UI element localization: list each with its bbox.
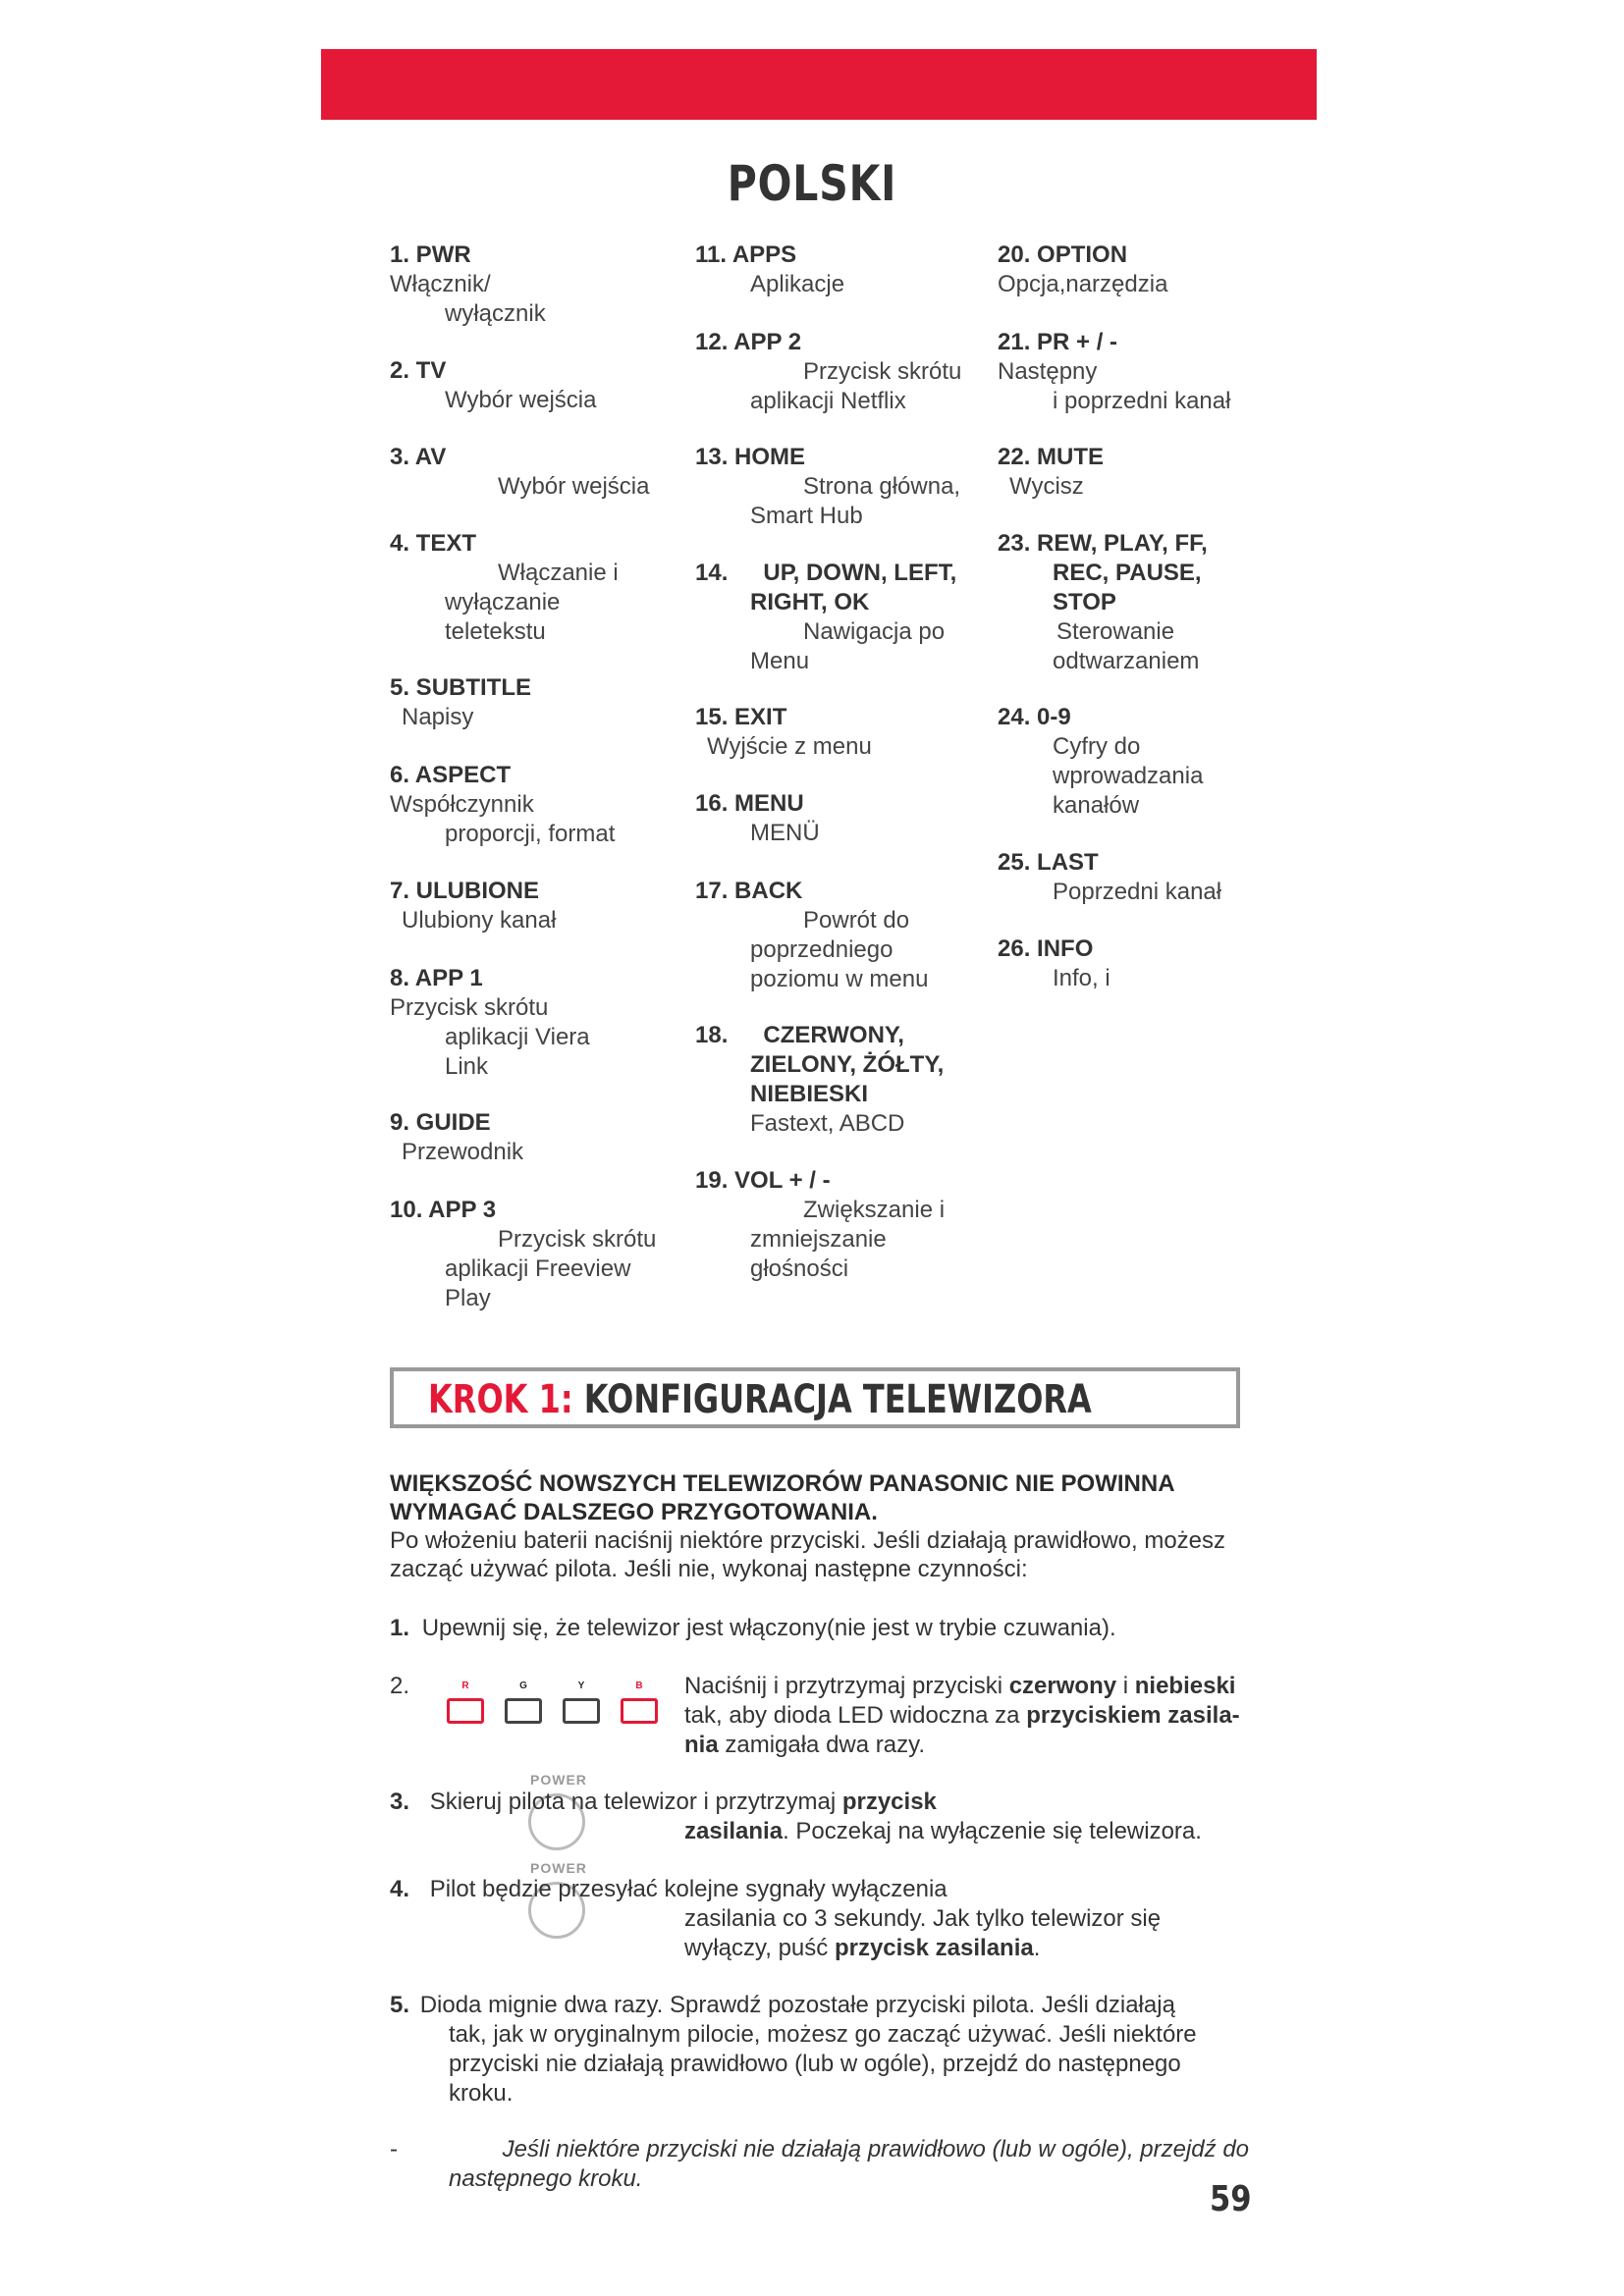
key-desc: Fastext, ABCD bbox=[750, 1110, 905, 1137]
key-item-app3 bbox=[390, 1196, 675, 1313]
key-desc: odtwarzaniem bbox=[1053, 648, 1200, 674]
step-heading: KONFIGURACJA TELEWIZORA bbox=[583, 1377, 1092, 1422]
key-heading: 5. SUBTITLE bbox=[390, 674, 532, 701]
key-item-back bbox=[695, 877, 980, 994]
key-desc: Info, i bbox=[1053, 965, 1110, 991]
key-desc: Sterowanie bbox=[1056, 618, 1175, 645]
key-desc: Nawigacja po bbox=[803, 618, 946, 645]
key-desc: Play bbox=[445, 1285, 491, 1311]
key-item-option bbox=[998, 240, 1253, 299]
instruction-number: 3. bbox=[390, 1789, 410, 1815]
key-desc: Cyfry do bbox=[1053, 733, 1141, 760]
key-item-tv bbox=[390, 356, 675, 415]
header-red-bar bbox=[321, 49, 1317, 120]
instruction-text: Naciśnij i przytrzymaj przyciski bbox=[684, 1673, 1009, 1699]
instruction-bold: przycisk bbox=[841, 1789, 937, 1815]
key-heading: 23. REW, PLAY, FF, bbox=[998, 530, 1208, 557]
key-heading: 17. BACK bbox=[695, 878, 803, 904]
key-desc: wyłączanie bbox=[445, 589, 561, 615]
key-heading: 7. ULUBIONE bbox=[390, 878, 540, 904]
page-title: POLSKI bbox=[727, 155, 897, 212]
key-desc: Zwiększanie i bbox=[803, 1197, 946, 1223]
key-heading: 25. LAST bbox=[998, 849, 1099, 876]
key-heading: 21. PR + / - bbox=[998, 329, 1118, 355]
key-desc: Opcja,narzędzia bbox=[998, 271, 1168, 297]
key-heading: 2. TV bbox=[390, 357, 447, 384]
note-text: Jeśli niektóre przyciski nie działają prawidłowo (lub w ogóle), przejdź do bbox=[502, 2136, 1250, 2163]
key-desc: Aplikacje bbox=[750, 271, 845, 297]
key-item-app1 bbox=[390, 964, 675, 1082]
key-item-text bbox=[390, 529, 675, 647]
key-desc: poprzedniego bbox=[750, 936, 893, 963]
key-desc: Ulubiony kanał bbox=[402, 907, 557, 934]
red-button-icon bbox=[447, 1698, 484, 1724]
instruction-bold: zasilania bbox=[684, 1818, 784, 1844]
instruction-text: zamigała dwa razy. bbox=[718, 1732, 925, 1758]
key-heading: ZIELONY, ŻÓŁTY, bbox=[750, 1051, 945, 1078]
intro-bold: WIĘKSZOŚĆ NOWSZYCH TELEWIZORÓW PANASONIC NIE POWINNA WYMAGAĆ DALSZEGO PRZYGOTOWANIA. bbox=[390, 1470, 1174, 1525]
instruction-3 bbox=[390, 1788, 1273, 1846]
key-item-vol bbox=[695, 1166, 980, 1284]
green-button-label: G bbox=[519, 1681, 527, 1691]
key-desc: i poprzedni kanał bbox=[1053, 388, 1231, 414]
key-item-playback bbox=[998, 529, 1253, 676]
key-desc: Współczynnik bbox=[390, 791, 534, 818]
key-desc: Przycisk skrótu bbox=[498, 1226, 657, 1253]
power-button-label: POWER bbox=[530, 1772, 587, 1788]
key-desc: aplikacji Freeview bbox=[445, 1255, 631, 1282]
key-desc: kanałów bbox=[1053, 792, 1140, 819]
key-heading: REC, PAUSE, bbox=[1053, 560, 1202, 586]
instruction-number: 5. bbox=[390, 1992, 410, 2018]
instruction-text: tak, aby dioda LED widoczna za bbox=[684, 1702, 1027, 1729]
key-item-aspect bbox=[390, 761, 675, 849]
blue-button-icon bbox=[621, 1698, 658, 1724]
key-item-av bbox=[390, 443, 675, 502]
key-desc: proporcji, format bbox=[445, 821, 616, 847]
instruction-text: . Poczekaj na wyłączenie się telewizora. bbox=[783, 1818, 1202, 1844]
key-item-info bbox=[998, 934, 1253, 993]
instruction-text: przyciski nie działają prawidłowo (lub w ogóle), przejdź do następnego bbox=[449, 2051, 1181, 2077]
instruction-text: wyłączy, puść bbox=[684, 1935, 835, 1961]
key-heading: 20. OPTION bbox=[998, 241, 1128, 268]
key-item-menu bbox=[695, 789, 980, 848]
instruction-2-text bbox=[684, 1672, 1273, 1760]
key-heading: 12. APP 2 bbox=[695, 329, 802, 355]
intro-text: Po włożeniu baterii naciśnij niektóre przyciski. Jeśli działają prawidłowo, możesz zacząć używać pilota. Jeśli nie, wykonaj następne czynności: bbox=[390, 1527, 1226, 1582]
instruction-bold: nia bbox=[684, 1732, 719, 1758]
key-desc: Następny bbox=[998, 358, 1098, 385]
key-desc: wprowadzania bbox=[1053, 763, 1204, 789]
key-heading: 14. bbox=[695, 560, 729, 586]
instruction-text: kroku. bbox=[449, 2080, 514, 2107]
key-item-pwr bbox=[390, 240, 675, 329]
blue-button-label: B bbox=[635, 1681, 643, 1691]
key-desc: głośności bbox=[750, 1255, 849, 1282]
key-heading: UP, DOWN, LEFT, bbox=[763, 560, 957, 586]
key-desc: Powrót do bbox=[803, 907, 910, 934]
instruction-number: 2. bbox=[390, 1673, 410, 1699]
key-item-ulubione bbox=[390, 877, 675, 935]
key-item-mute bbox=[998, 443, 1253, 502]
key-item-app2 bbox=[695, 328, 980, 416]
instruction-1 bbox=[390, 1614, 1254, 1643]
key-desc: Menu bbox=[750, 648, 810, 674]
key-desc: Smart Hub bbox=[750, 503, 863, 529]
italic-note bbox=[390, 2135, 1254, 2194]
yellow-button-label: Y bbox=[577, 1681, 585, 1691]
key-desc: zmniejszanie bbox=[750, 1226, 887, 1253]
key-item-guide bbox=[390, 1108, 675, 1167]
key-item-home bbox=[695, 443, 980, 531]
key-heading: 11. APPS bbox=[695, 241, 797, 268]
instruction-number: 4. bbox=[390, 1876, 410, 1902]
key-desc: Włączanie i bbox=[498, 560, 619, 586]
key-heading: 18. bbox=[695, 1022, 729, 1048]
key-heading: NIEBIESKI bbox=[750, 1081, 869, 1107]
page-number: 59 bbox=[1210, 2179, 1252, 2219]
instruction-text: tak, jak w oryginalnym pilocie, możesz go zacząć używać. Jeśli niektóre bbox=[449, 2021, 1197, 2048]
instruction-text: Pilot będzie przesyłać kolejne sygnały wyłączenia bbox=[429, 1876, 947, 1902]
key-desc: Przewodnik bbox=[402, 1139, 524, 1165]
key-item-digits bbox=[998, 703, 1253, 821]
instruction-bold: przycisk zasilania bbox=[834, 1935, 1034, 1961]
key-desc: aplikacji Netflix bbox=[750, 388, 906, 414]
instruction-text: Skieruj pilota na telewizor i przytrzymaj bbox=[429, 1789, 842, 1815]
note-dash: - bbox=[390, 2136, 398, 2163]
key-desc: Link bbox=[445, 1053, 489, 1080]
yellow-button-icon bbox=[563, 1698, 600, 1724]
key-desc: Włącznik/ bbox=[390, 271, 491, 297]
key-item-subtitle bbox=[390, 673, 675, 732]
key-heading: 26. INFO bbox=[998, 935, 1094, 962]
key-desc: Wybór wejścia bbox=[445, 387, 597, 413]
key-desc: Napisy bbox=[402, 704, 474, 730]
instruction-5 bbox=[390, 1991, 1273, 2109]
key-heading: 9. GUIDE bbox=[390, 1109, 491, 1136]
key-desc: Przycisk skrótu bbox=[390, 994, 549, 1021]
key-heading: RIGHT, OK bbox=[750, 589, 870, 615]
key-desc: Strona główna, bbox=[803, 473, 961, 500]
color-buttons-illustration bbox=[447, 1681, 673, 1730]
instruction-text: . bbox=[1033, 1935, 1041, 1961]
key-desc: Przycisk skrótu bbox=[803, 358, 962, 385]
intro-paragraph bbox=[390, 1469, 1254, 1583]
instruction-text: zasilania co 3 sekundy. Jak tylko telewizor się bbox=[684, 1905, 1162, 1932]
key-heading: 15. EXIT bbox=[695, 704, 787, 730]
instruction-bold: czerwony bbox=[1008, 1673, 1117, 1699]
key-item-color-keys bbox=[695, 1021, 980, 1139]
key-heading: 16. MENU bbox=[695, 790, 804, 817]
key-heading: 19. VOL + / - bbox=[695, 1167, 831, 1194]
key-heading: 10. APP 3 bbox=[390, 1197, 497, 1223]
step-title bbox=[428, 1372, 1092, 1427]
key-item-pr bbox=[998, 328, 1253, 416]
key-heading: 3. AV bbox=[390, 444, 447, 470]
instruction-text: Dioda mignie dwa razy. Sprawdź pozostałe przyciski pilota. Jeśli działają bbox=[419, 1992, 1175, 2018]
key-desc: teletekstu bbox=[445, 618, 546, 645]
instruction-bold: przyciskiem zasila- bbox=[1026, 1702, 1240, 1729]
instruction-text: Upewnij się, że telewizor jest włączony(nie jest w trybie czuwania). bbox=[421, 1615, 1116, 1641]
key-heading: STOP bbox=[1053, 589, 1116, 615]
red-button-label: R bbox=[461, 1681, 469, 1691]
key-item-navigation bbox=[695, 559, 980, 676]
key-desc: wyłącznik bbox=[445, 300, 546, 327]
instruction-text: i bbox=[1116, 1673, 1135, 1699]
key-heading: 8. APP 1 bbox=[390, 965, 483, 991]
instruction-bold: niebieski bbox=[1134, 1673, 1236, 1699]
key-heading: 1. PWR bbox=[390, 241, 471, 268]
key-heading: CZERWONY, bbox=[763, 1022, 904, 1048]
instruction-number: 1. bbox=[390, 1615, 410, 1641]
step-label: KROK 1: bbox=[428, 1377, 573, 1422]
key-item-exit bbox=[695, 703, 980, 762]
key-desc: Wycisz bbox=[1009, 473, 1084, 500]
key-heading: 22. MUTE bbox=[998, 444, 1105, 470]
key-desc: Wybór wejścia bbox=[498, 473, 650, 500]
key-heading: 4. TEXT bbox=[390, 530, 477, 557]
key-item-last bbox=[998, 848, 1253, 907]
key-heading: 6. ASPECT bbox=[390, 762, 512, 788]
key-item-apps bbox=[695, 240, 980, 299]
key-desc: MENÜ bbox=[750, 820, 820, 846]
key-heading: 24. 0-9 bbox=[998, 704, 1071, 730]
green-button-icon bbox=[505, 1698, 542, 1724]
key-desc: Wyjście z menu bbox=[707, 733, 872, 760]
instruction-4 bbox=[390, 1875, 1273, 1963]
power-button-label: POWER bbox=[530, 1860, 587, 1876]
key-desc: poziomu w menu bbox=[750, 966, 929, 992]
key-heading: 13. HOME bbox=[695, 444, 806, 470]
note-text: następnego kroku. bbox=[449, 2165, 643, 2192]
key-desc: aplikacji Viera bbox=[445, 1024, 590, 1050]
key-desc: Poprzedni kanał bbox=[1053, 879, 1222, 905]
